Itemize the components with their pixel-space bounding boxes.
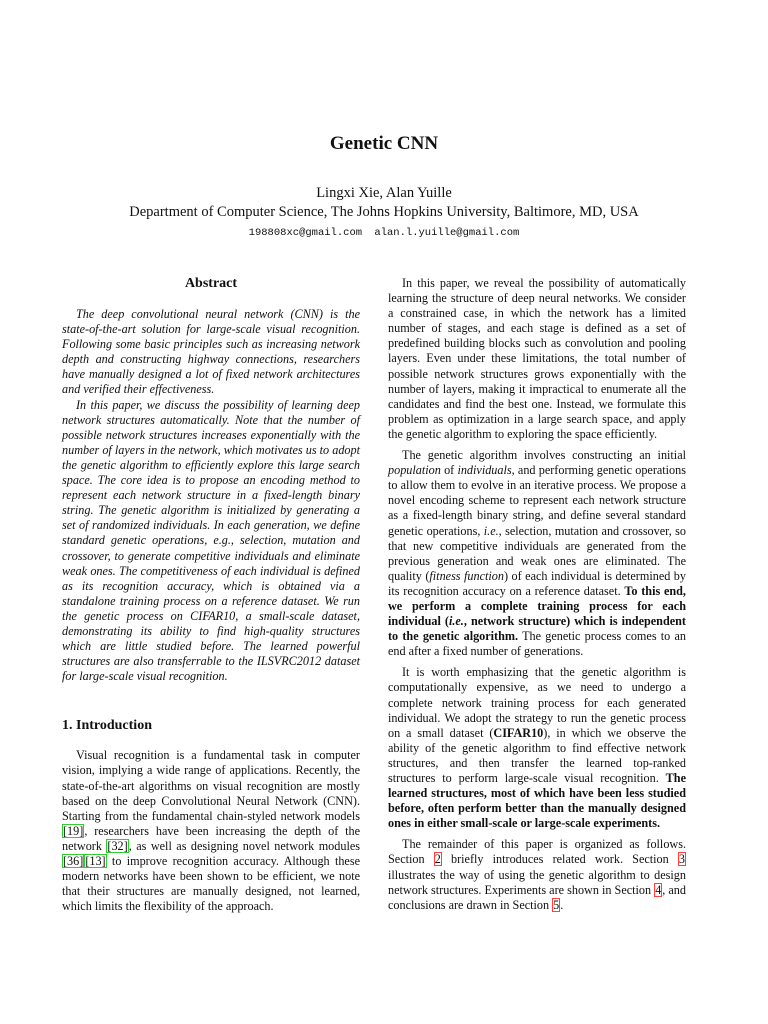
section-ref-link[interactable]: 3 [678,852,685,867]
bold-italic-ie [449,614,464,628]
intro-paragraph-1 [62,748,360,914]
intro-text: Visual recognition is a fundamental task in computer vision, implying a wide range of applications. Recently, the state-of-the-art algorithms on visual recognition are mostly based on the deep Convolutional Neural Network (CNN). Starting from the fundamental chain-styled network models [62,748,360,823]
body-text: illustrates the way of using the genetic algorithm to design network structures. Experiments are shown in Section [388,867,686,897]
intro-text: to improve recognition accuracy. Although these modern networks have been shown to be efficient, we note that their structures are manually designed, not learned, which limits the flexibility of the approach. [62,854,360,914]
body-text: It is worth emphasizing that the genetic algorithm is computationally expensive, as we need to undergo a complete network training process for each generated individual. We adopt the strategy to run the genetic process on a small dataset ( [388,665,686,740]
body-text: , and performing genetic operations to allow them to evolve in an iterative process. We propose a novel encoding scheme to represent each network structure as a fixed-length binary string, and define several standard genetic operations, [388,463,686,538]
abstract-heading: Abstract [184,276,238,291]
abstract-paragraph-1: The deep convolutional neural network (CNN) is the state-of-the-art solution for large-scale visual recognition. Following some basic principles such as increasing network depth and constructing highway connections, researchers have manually designed a lot of fixed network architectures and verified their effectiveness. [62,307,360,397]
body-text: of [440,463,458,478]
citation-link[interactable]: [13] [85,854,106,868]
citation-link[interactable]: [19] [63,823,84,838]
term-fitness-function: fitness function [429,568,504,583]
body-text: briefly introduces related work. Section [441,852,678,867]
section-ref-link[interactable]: 4 [655,882,662,897]
bold-text: , network structure) which is independent to the genetic algorithm. [388,614,686,644]
citation-link[interactable]: [36] [63,854,84,868]
body-text: ) of each individual is determined by its recognition accuracy on a reference dataset. [388,568,686,598]
right-paragraph-1: In this paper, we reveal the possibility of automatically learning the structure of deep neural networks. We consider a constrained case, in which the network has a limited number of stages, and each stage is defined as a set of predefined building blocks such as convolution and pooling layers. Even under these limitations, the total number of possible network structures grows exponentially with the number of layers, making it impractical to enumerate all the candidates and find the best one. Instead, we formulate this problem as optimization in a large search space, and apply the genetic algorithm to exploring the space efficiently. [388,276,686,441]
section-ref-link[interactable]: 2 [434,852,441,867]
right-paragraph-4 [388,837,686,912]
body-text: The remainder of this paper is organized as follows. Section [388,837,686,867]
paper-authors: Lingxi Xie, Alan Yuille [316,185,452,201]
email-yuille: alan.l.yuille@gmail.com [374,227,520,239]
bold-text: The learned structures, most of which have been less studied before, often perform better than the manually designed ones in either small-scale or large-scale experiments. [388,771,686,831]
body-text: . [560,897,564,912]
right-paragraph-2 [388,448,686,659]
body-text: The genetic algorithm involves constructing an initial [402,448,686,463]
paper-affiliation: Department of Computer Science, The Johns Hopkins University, Baltimore, MD, USA [129,204,639,220]
body-text: , selection, mutation and crossover, so that new competitive individuals are generated from the previous generation and weak ones are eliminated. The quality ( [388,523,686,583]
email-xie: 198808xc@gmail.com [248,227,363,239]
intro-text: , researchers have been increasing the depth of the network [62,823,360,853]
abstract-section [62,276,360,684]
bold-cifar10: CIFAR10 [493,725,544,740]
term-population: population [388,463,441,478]
section-heading-introduction: 1. Introduction [62,718,152,734]
bold-text: To this end, we perform a complete training process for each individual ( [388,583,686,629]
paper-emails [0,227,768,239]
left-column [62,276,360,914]
term-individuals: individuals [457,463,512,478]
abstract-paragraph-2: In this paper, we discuss the possibility of learning deep network structures automatically. Note that the number of possible network structures increases exponentially with the number of layers in the network, which motivates us to adopt the genetic algorithm to efficiently explore this large search space. The core idea is to propose an encoding method to represent each network structure in a fixed-length binary string. The genetic algorithm is initialized by generating a set of randomized individuals. In each generation, we define standard genetic operations, e.g., selection, mutation and crossover, to generate competitive individuals and eliminate weak ones. The competitiveness of each individual is defined as its recognition accuracy, which is obtained via a standalone training process on a reference dataset. We run the genetic process on CIFAR10, a small-scale dataset, demonstrating its ability to find high-quality structures which are little studied before. The learned powerful structures are also transferrable to the ILSVRC2012 dataset for large-scale visual recognition. [62,397,360,684]
body-text: The genetic process comes to an end after a fixed number of generations. [388,629,686,659]
body-text: , and conclusions are drawn in Section [388,882,686,912]
section-ref-link[interactable]: 5 [553,897,560,912]
abbr-ie: i.e. [448,614,464,629]
body-text: ), in which we observe the ability of the genetic algorithm to find effective network structures, and then transfer the learned top-ranked structures to perform large-scale visual recognition. [388,725,686,785]
right-paragraph-3 [388,665,686,831]
intro-text: , as well as designing novel network modules [128,838,360,853]
right-column [388,276,686,913]
abbr-ie: i.e. [483,523,499,538]
paper-title: Genetic CNN [329,133,439,154]
citation-link[interactable]: [32] [107,838,128,853]
